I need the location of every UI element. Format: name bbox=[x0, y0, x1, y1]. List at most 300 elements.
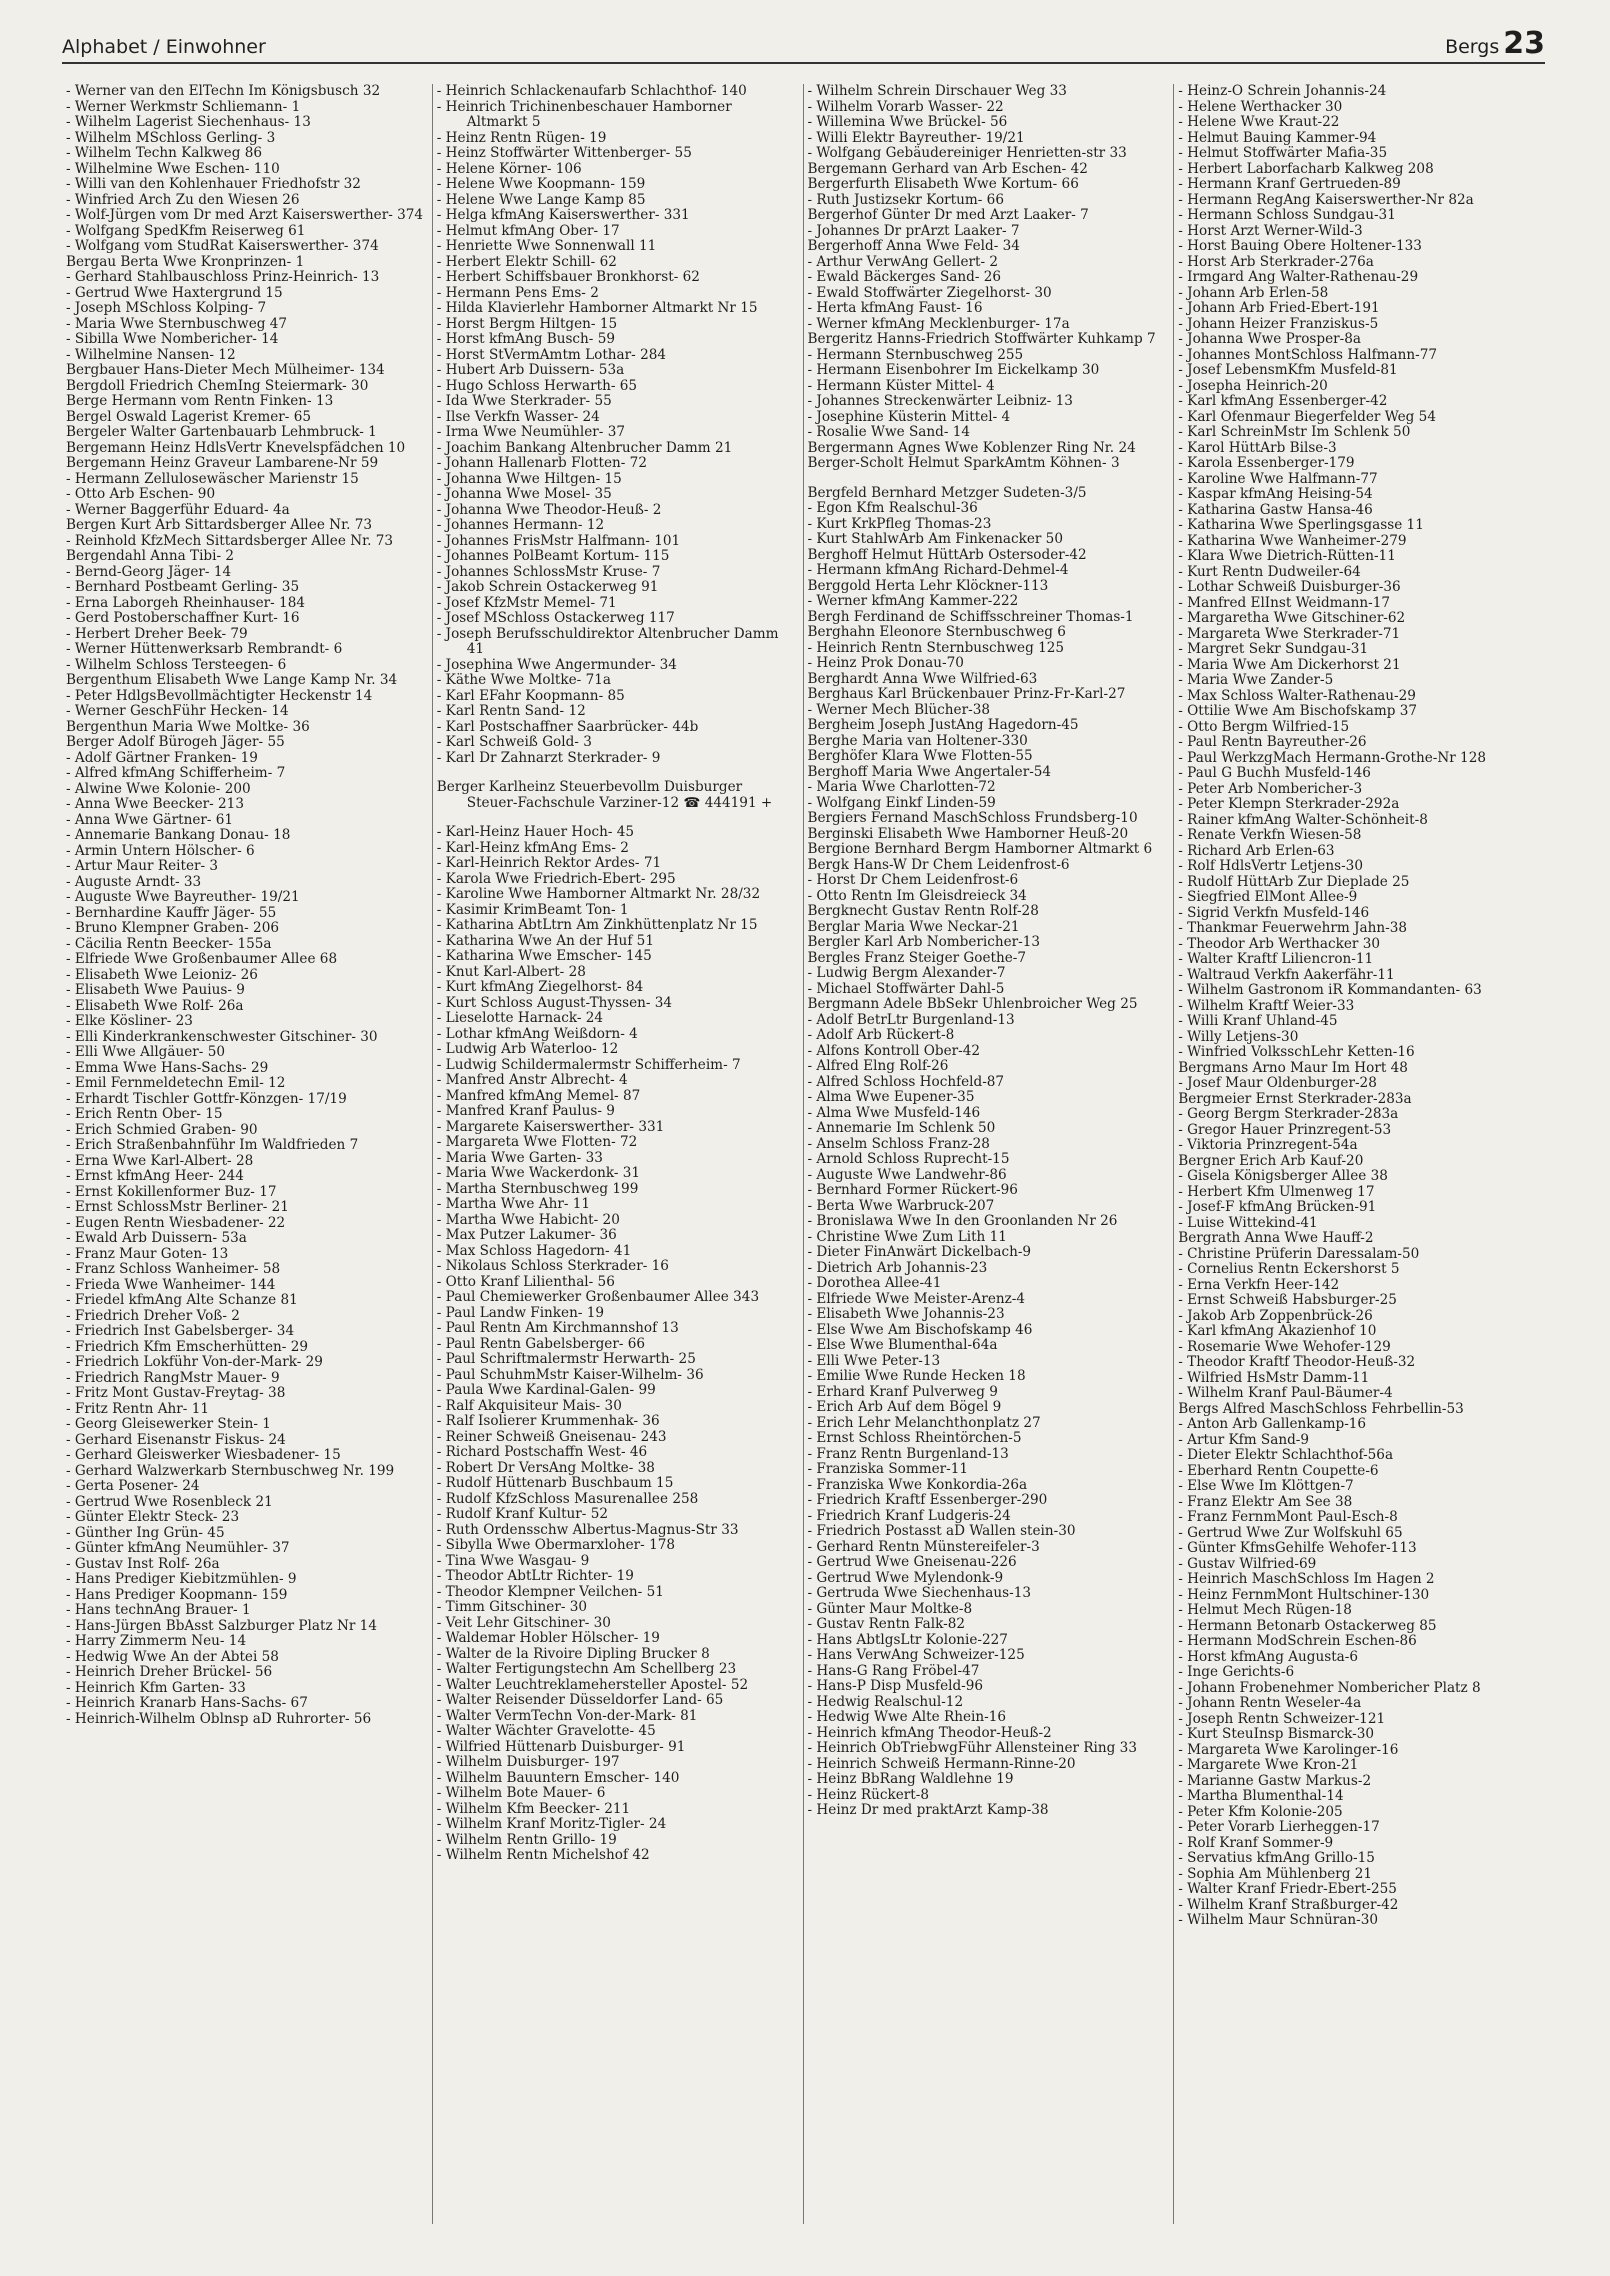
directory-entry: - Heinz Rentn Rügen- 19 bbox=[436, 129, 607, 146]
directory-entry: - Johannes SchlossMstr Kruse- 7 bbox=[436, 563, 661, 580]
directory-entry: - Alma Wwe Eupener-35 bbox=[807, 1089, 975, 1105]
directory-entry: - Tina Wwe Wasgau- 9 bbox=[436, 1552, 590, 1569]
running-head bbox=[1445, 26, 1545, 61]
directory-entry: - Waltraud Verkfn Aakerfähr-11 bbox=[1178, 966, 1395, 983]
directory-entry: Bergmann Adele BbSekr Uhlenbroicher Weg 25 bbox=[807, 996, 1138, 1012]
directory-entry: - Horst Arzt Werner-Wild-3 bbox=[1178, 222, 1363, 239]
directory-entry: - Annemarie Im Schlenk 50 bbox=[807, 1120, 996, 1136]
directory-entry: Berger-Scholt Helmut SparkAmtm Köhnen- 3 bbox=[807, 455, 1120, 471]
directory-entry: - Paul WerkzgMach Hermann-Grothe-Nr 128 bbox=[1178, 749, 1487, 766]
directory-entry: - Hedwig Wwe Alte Rhein-16 bbox=[807, 1709, 1007, 1725]
directory-entry: - Sibilla Wwe Nombericher- 14 bbox=[66, 331, 279, 347]
directory-entry: - Horst StVermAmtm Lothar- 284 bbox=[436, 346, 667, 363]
directory-entry: - Friedrich RangMstr Mauer- 9 bbox=[66, 1369, 280, 1386]
directory-entry: - Ewald Stoffwärter Ziegelhorst- 30 bbox=[807, 284, 1052, 301]
directory-entry: - Hans Prediger Koopmann- 159 bbox=[66, 1586, 288, 1603]
directory-entry: Bergles Franz Steiger Goethe-7 bbox=[807, 949, 1027, 966]
directory-entry: Berghoff Maria Wwe Angertaler-54 bbox=[807, 763, 1052, 780]
directory-entry: - Elli Kinderkrankenschwester Gitschiner- 30 bbox=[66, 1028, 378, 1045]
directory-entry: - Else Wwe Im Klöttgen-7 bbox=[1178, 1478, 1354, 1494]
directory-entry: - Maria Wwe Am Dickerhorst 21 bbox=[1178, 656, 1401, 673]
directory-entry: - Maria Wwe Garten- 33 bbox=[436, 1149, 603, 1166]
directory-entry: - Paul Landw Finken- 19 bbox=[436, 1304, 605, 1321]
directory-entry: - Ludwig Schildermalermstr Schifferheim- 7 bbox=[436, 1056, 741, 1073]
directory-entry: - Karl-Heinz Hauer Hoch- 45 bbox=[436, 824, 635, 840]
directory-entry: - Günter KfmsGehilfe Wehofer-113 bbox=[1178, 1540, 1417, 1556]
directory-entry: - Manfred kfmAng Memel- 87 bbox=[436, 1087, 641, 1104]
directory-entry: - Werner kfmAng Mecklenburger- 17a bbox=[807, 315, 1070, 332]
directory-entry: - Gerhard Eisenanstr Fiskus- 24 bbox=[66, 1431, 286, 1448]
directory-entry: - Gertruda Wwe Siechenhaus-13 bbox=[807, 1585, 1031, 1601]
directory-entry: - Gerd Postoberschaffner Kurt- 16 bbox=[66, 610, 300, 626]
directory-entry: - Heinrich-Wilhelm Oblnsp aD Ruhrorter- 56 bbox=[66, 1710, 372, 1727]
directory-entry: - Walter VermTechn Von-der-Mark- 81 bbox=[436, 1707, 698, 1724]
directory-entry: - Christine Prüferin Daressalam-50 bbox=[1178, 1245, 1420, 1262]
directory-entry: - Hans Prediger Kiebitzmühlen- 9 bbox=[66, 1571, 297, 1587]
directory-entry: - Paul SchuhmMstr Kaiser-Wilhelm- 36 bbox=[436, 1366, 704, 1383]
directory-entry: - Herbert Schiffsbauer Bronkhorst- 62 bbox=[436, 269, 700, 285]
directory-entry: - Franziska Sommer-11 bbox=[807, 1461, 969, 1477]
directory-entry: - Karl SchreinMstr Im Schlenk 50 bbox=[1178, 424, 1411, 440]
directory-entry: - Artur Kfm Sand-9 bbox=[1178, 1431, 1310, 1448]
directory-entry: - Wilhelm MSchloss Gerling- 3 bbox=[66, 129, 276, 146]
directory-entry: - Horst Bauing Obere Holtener-133 bbox=[1178, 238, 1422, 254]
directory-entry: - Joachim Bankang Altenbrucher Damm 21 bbox=[436, 439, 733, 456]
directory-entry: - Ernst Kokillenformer Buz- 17 bbox=[66, 1183, 277, 1200]
directory-entry: - Günter Maur Moltke-8 bbox=[807, 1600, 973, 1617]
directory-entry: - Kurt SteuInsp Bismarck-30 bbox=[1178, 1726, 1375, 1742]
directory-entry: - Cornelius Rentn Eckershorst 5 bbox=[1178, 1261, 1400, 1277]
directory-entry: - Heinz-O Schrein Johannis-24 bbox=[1178, 84, 1387, 99]
directory-entry: - Robert Dr VersAng Moltke- 38 bbox=[436, 1459, 655, 1476]
directory-entry: - Karola Essenberger-179 bbox=[1178, 455, 1355, 471]
directory-entry: - Rainer kfmAng Walter-Schönheit-8 bbox=[1178, 811, 1428, 828]
directory-entry: - Karoline Wwe Hamborner Altmarkt Nr. 28/32 bbox=[436, 886, 761, 902]
directory-entry: - Hermann Zellulosewäscher Marienstr 15 bbox=[66, 470, 359, 487]
directory-entry: - Werner kfmAng Kammer-222 bbox=[807, 593, 1019, 609]
directory-entry: - Irma Wwe Neumühler- 37 bbox=[436, 424, 626, 440]
directory-entry: - Wolf-Jürgen vom Dr med Arzt Kaiserswerther- 374 bbox=[66, 207, 424, 223]
directory-entry: - Timm Gitschiner- 30 bbox=[436, 1599, 588, 1615]
directory-entry: - Waldemar Hobler Hölscher- 19 bbox=[436, 1630, 660, 1646]
directory-entry: Bergerfurth Elisabeth Wwe Kortum- 66 bbox=[807, 176, 1079, 192]
directory-entry: - Auguste Wwe Bayreuther- 19/21 bbox=[66, 889, 300, 905]
directory-entry: - Willy Letjens-30 bbox=[1178, 1028, 1299, 1045]
directory-entry: - Paul Schriftmalermstr Herwarth- 25 bbox=[436, 1351, 696, 1367]
directory-entry: - Gertrud Wwe Mylendonk-9 bbox=[807, 1569, 1004, 1586]
directory-entry: - Katharina Gastw Hansa-46 bbox=[1178, 501, 1373, 518]
directory-entry: - Martha Wwe Habicht- 20 bbox=[436, 1211, 620, 1228]
directory-entry: - Johanna Wwe Theodor-Heuß- 2 bbox=[436, 501, 662, 518]
directory-entry: Berghe Maria van Holtener-330 bbox=[807, 732, 1028, 749]
directory-entry: - Else Wwe Blumenthal-64a bbox=[807, 1337, 998, 1353]
directory-entry: - Herbert Kfm Ulmenweg 17 bbox=[1178, 1183, 1375, 1200]
directory-entry: - Heinrich Kranarb Hans-Sachs- 67 bbox=[66, 1695, 308, 1711]
directory-entry: - Werner van den ElTechn Im Königsbusch 32 bbox=[66, 84, 381, 99]
directory-entry: - Heinrich kfmAng Theodor-Heuß-2 bbox=[807, 1724, 1052, 1741]
directory-entry: - Fritz Rentn Ahr- 11 bbox=[66, 1400, 209, 1417]
directory-entry: - Herbert Dreher Beek- 79 bbox=[66, 625, 248, 642]
directory-entry: - Rolf HdlsVertr Letjens-30 bbox=[1178, 858, 1363, 874]
directory-entry: - Karl EFahr Koopmann- 85 bbox=[436, 687, 625, 704]
directory-entry: Bergeritz Hanns-Friedrich Stoffwärter Kuhkamp 7 bbox=[807, 331, 1156, 347]
directory-entry: - Katharina Wwe Sperlingsgasse 11 bbox=[1178, 517, 1424, 533]
directory-entry: - Anna Wwe Beecker- 213 bbox=[66, 796, 244, 812]
directory-entry: - Harry Zimmerm Neu- 14 bbox=[66, 1633, 247, 1649]
directory-entry: - Rosemarie Wwe Wehofer-129 bbox=[1178, 1338, 1391, 1355]
directory-entry: - Emilie Wwe Runde Hecken 18 bbox=[807, 1368, 1026, 1384]
directory-entry: - Luise Wittekind-41 bbox=[1178, 1214, 1318, 1231]
directory-entry: - Gustav Inst Rolf- 26a bbox=[66, 1555, 220, 1572]
directory-entry: - Wilfried Hüttenarb Duisburger- 91 bbox=[436, 1738, 686, 1755]
directory-entry: - Artur Maur Reiter- 3 bbox=[66, 858, 219, 874]
directory-entry: Berglar Maria Wwe Neckar-21 bbox=[807, 918, 1020, 935]
directory-entry: - Georg Gleisewerker Stein- 1 bbox=[66, 1416, 271, 1432]
directory-entry: - Friedrich Kfm Emscherhütten- 29 bbox=[66, 1338, 309, 1355]
directory-entry: - Katharina Wwe An der Huf 51 bbox=[436, 932, 654, 949]
directory-entry: - Gerhard Rentn Münstereifeler-3 bbox=[807, 1538, 1040, 1555]
directory-entry: Bergk Hans-W Dr Chem Leidenfrost-6 bbox=[807, 856, 1070, 873]
directory-entry: - Johannes Dr prArzt Laaker- 7 bbox=[807, 222, 1020, 239]
directory-entry: - Dieter Elektr Schlachthof-56a bbox=[1178, 1447, 1394, 1463]
directory-entry: - Maria Wwe Zander-5 bbox=[1178, 672, 1334, 688]
directory-entry: - Herbert Laborfacharb Kalkweg 208 bbox=[1178, 160, 1434, 177]
directory-entry: Bergenthum Elisabeth Wwe Lange Kamp Nr. 34 bbox=[66, 672, 398, 688]
directory-entry: - Josephina Wwe Angermunder- 34 bbox=[436, 656, 677, 673]
directory-entry: - Ottilie Wwe Am Bischofskamp 37 bbox=[1178, 703, 1418, 719]
directory-entry: - Peter Klempn Sterkrader-292a bbox=[1178, 796, 1400, 812]
directory-entry: - Peter Arb Nombericher-3 bbox=[1178, 780, 1363, 797]
directory-entry: - Hubert Arb Duissern- 53a bbox=[436, 362, 625, 378]
directory-entry: - Eberhard Rentn Coupette-6 bbox=[1178, 1462, 1379, 1479]
directory-entry: - Manfred Anstr Albrecht- 4 bbox=[436, 1072, 628, 1088]
directory-entry: - Erhardt Tischler Gottfr-Könzgen- 17/19 bbox=[66, 1090, 347, 1107]
directory-entry: - Günther Ing Grün- 45 bbox=[66, 1524, 225, 1541]
directory-entry: Berghardt Anna Wwe Wilfried-63 bbox=[807, 670, 1038, 687]
page-number: 23 bbox=[1503, 26, 1545, 61]
directory-entry: - Gerhard Walzwerkarb Sternbuschweg Nr. 199 bbox=[66, 1462, 395, 1479]
directory-entry: - Richard Postschaffn West- 46 bbox=[436, 1444, 648, 1460]
directory-entry: - Rudolf Hüttenarb Buschbaum 15 bbox=[436, 1475, 674, 1491]
directory-entry: - Maria Wwe Charlotten-72 bbox=[807, 779, 996, 795]
directory-entry: - Wilhelm Rentn Grillo- 19 bbox=[436, 1831, 617, 1848]
directory-entry: - Arnold Schloss Ruprecht-15 bbox=[807, 1151, 1010, 1167]
directory-entry: Berghaus Karl Brückenbauer Prinz-Fr-Karl-27 bbox=[807, 686, 1126, 702]
directory-entry: - Ludwig Bergm Alexander-7 bbox=[807, 965, 1006, 981]
directory-entry: - Werner Mech Blücher-38 bbox=[807, 701, 990, 718]
directory-entry: - Johanna Wwe Prosper-8a bbox=[1178, 331, 1361, 347]
directory-entry: - Karl-Heinz kfmAng Ems- 2 bbox=[436, 839, 629, 856]
directory-entry: - Wilhelm Rentn Michelshof 42 bbox=[436, 1847, 650, 1863]
directory-entry: - Siegfried ElMont Allee-9 bbox=[1178, 889, 1358, 905]
directory-entry: - Hans VerwAng Schweizer-125 bbox=[807, 1647, 1025, 1663]
directory-entry: - Franz FernmMont Paul-Esch-8 bbox=[1178, 1509, 1398, 1525]
directory-entry: - Hilda Klavierlehr Hamborner Altmarkt Nr 15 bbox=[436, 300, 758, 316]
directory-entry: - Manfred ElInst Weidmann-17 bbox=[1178, 594, 1391, 611]
directory-entry: - Heinrich Schlackenaufarb Schlachthof- 140 bbox=[436, 84, 747, 99]
directory-entry: - Otto Rentn Im Gleisdreieck 34 bbox=[807, 887, 1027, 904]
directory-entry: - Kurt Schloss August-Thyssen- 34 bbox=[436, 994, 673, 1011]
directory-entry: - Marianne Gastw Markus-2 bbox=[1178, 1772, 1372, 1789]
directory-entry: - Dieter FinAnwärt Dickelbach-9 bbox=[807, 1244, 1032, 1260]
directory-entry: - Hermann Sternbuschweg 255 bbox=[807, 346, 1024, 363]
directory-entry: - Adolf BetrLtr Burgenland-13 bbox=[807, 1011, 1015, 1028]
directory-entry: - Max Schloss Walter-Rathenau-29 bbox=[1178, 687, 1416, 704]
directory-entry: - Willi Kranf Uhland-45 bbox=[1178, 1013, 1338, 1029]
directory-entry: - Wilhelm Techn Kalkweg 86 bbox=[66, 145, 263, 161]
directory-entry: - Veit Lehr Gitschiner- 30 bbox=[436, 1614, 611, 1631]
directory-entry: - Helene Wwe Koopmann- 159 bbox=[436, 176, 646, 192]
directory-entry: - Kurt KrkPfleg Thomas-23 bbox=[807, 515, 992, 532]
directory-entry: - Max Putzer Lakumer- 36 bbox=[436, 1227, 617, 1243]
directory-entry: - Johann Heizer Franziskus-5 bbox=[1178, 315, 1379, 332]
directory-entry: - Helene Wwe Lange Kamp 85 bbox=[436, 191, 646, 208]
directory-entry: Bergheim Joseph JustAng Hagedorn-45 bbox=[807, 717, 1079, 733]
directory-entry: - Johanna Wwe Mosel- 35 bbox=[436, 486, 612, 502]
directory-entry: - Horst Dr Chem Leidenfrost-6 bbox=[807, 872, 1019, 888]
directory-entry: - Horst Bergm Hiltgen- 15 bbox=[436, 315, 618, 332]
directory-entry: - Maria Wwe Sternbuschweg 47 bbox=[66, 315, 288, 332]
directory-entry: - Theodor AbtLtr Richter- 19 bbox=[436, 1568, 634, 1584]
directory-entry: Bergrath Anna Wwe Hauff-2 bbox=[1178, 1230, 1374, 1246]
directory-entry: - Heinrich Dreher Brückel- 56 bbox=[66, 1664, 273, 1680]
directory-entry: Bergs Alfred MaschSchloss Fehrbellin-53 bbox=[1178, 1400, 1464, 1417]
directory-entry: - Heinrich Kfm Garten- 33 bbox=[66, 1679, 246, 1696]
directory-entry: - Friedrich Lokführ Von-der-Mark- 29 bbox=[66, 1354, 323, 1370]
directory-entry: - Sophia Am Mühlenberg 21 bbox=[1178, 1865, 1373, 1882]
directory-entry: - Hermann Pens Ems- 2 bbox=[436, 284, 599, 301]
directory-entry: - Hermann Eisenbohrer Im Eickelkamp 30 bbox=[807, 362, 1100, 378]
directory-entry: Bergendahl Anna Tibi- 2 bbox=[66, 548, 235, 564]
directory-entry: - Wilhelmine Wwe Eschen- 110 bbox=[66, 160, 280, 177]
directory-entry: - Manfred Kranf Paulus- 9 bbox=[436, 1103, 615, 1119]
directory-entry: - Elisabeth Wwe Rolf- 26a bbox=[66, 997, 244, 1014]
directory-entry: Berghoff Helmut HüttArb Ostersoder-42 bbox=[807, 546, 1087, 563]
directory-entry: - Werner Hüttenwerksarb Rembrandt- 6 bbox=[66, 641, 343, 657]
directory-entry: - Berta Wwe Warbruck-207 bbox=[807, 1197, 995, 1214]
directory-entry: - Johannes Streckenwärter Leibniz- 13 bbox=[807, 393, 1073, 409]
directory-entry: - Hermann ModSchrein Eschen-86 bbox=[1178, 1633, 1417, 1649]
directory-entry: - Rudolf Kranf Kultur- 52 bbox=[436, 1506, 608, 1522]
directory-entry: Bergen Kurt Arb Sittardsberger Allee Nr. 73 bbox=[66, 517, 373, 533]
directory-entry: - Horst kfmAng Busch- 59 bbox=[436, 331, 616, 347]
directory-entry: - Hermann Schloss Sundgau-31 bbox=[1178, 207, 1396, 223]
directory-entry: - Karl Rentn Sand- 12 bbox=[436, 703, 586, 719]
directory-entry: - Jakob Schrein Ostackerweg 91 bbox=[436, 579, 659, 595]
directory-entry: - Friedrich Kraftf Essenberger-290 bbox=[807, 1492, 1048, 1508]
directory-entry: - Gerta Posener- 24 bbox=[66, 1478, 200, 1494]
directory-entry: - Auguste Arndt- 33 bbox=[66, 873, 202, 890]
directory-entry: - Rolf Kranf Sommer-9 bbox=[1178, 1834, 1334, 1851]
directory-entry: - Cäcilia Rentn Beecker- 155a bbox=[66, 935, 272, 952]
directory-entry: - Gustav Wilfried-69 bbox=[1178, 1555, 1317, 1572]
directory-entry: - Elisabeth Wwe Pauius- 9 bbox=[66, 982, 245, 998]
directory-entry: Bergemann Gerhard van Arb Eschen- 42 bbox=[807, 160, 1088, 177]
directory-entry: - Franz Schloss Wanheimer- 58 bbox=[66, 1261, 281, 1277]
directory-entry: - Wolfgang Einkf Linden-59 bbox=[807, 794, 996, 811]
column-1 bbox=[62, 84, 433, 2224]
directory-entry: - Heinrich Trichinenbeschauer Hamborner Altmarkt 5 bbox=[436, 98, 732, 130]
directory-entry: - Sigrid Verkfn Musfeld-146 bbox=[1178, 904, 1370, 921]
directory-entry: - Margareta Wwe Flotten- 72 bbox=[436, 1134, 638, 1150]
directory-entry: - Walter Fertigungstechn Am Schellberg 23 bbox=[436, 1661, 737, 1677]
directory-entry: - Arthur VerwAng Gellert- 2 bbox=[807, 253, 999, 270]
directory-entry: - Johannes FrisMstr Halfmann- 101 bbox=[436, 532, 681, 549]
directory-entry: - Ernst kfmAng Heer- 244 bbox=[66, 1168, 244, 1184]
directory-entry: - Hans-P Disp Musfeld-96 bbox=[807, 1678, 984, 1694]
directory-entry: - Bronislawa Wwe In den Groonlanden Nr 26 bbox=[807, 1213, 1118, 1229]
directory-entry: - Johann Rentn Weseler-4a bbox=[1178, 1695, 1362, 1711]
directory-entry: - Werner GeschFühr Hecken- 14 bbox=[66, 703, 289, 719]
directory-entry: - Gertrud Wwe Rosenbleck 21 bbox=[66, 1493, 273, 1510]
directory-entry: - Karl Ofenmaur Biegerfelder Weg 54 bbox=[1178, 408, 1436, 425]
directory-entry: - Kaspar kfmAng Heising-54 bbox=[1178, 486, 1373, 502]
directory-entry: Bergeler Walter Gartenbauarb Lehmbruck- 1 bbox=[66, 424, 377, 440]
running-head-name: Bergs bbox=[1445, 36, 1500, 58]
directory-entry: - Karl Dr Zahnarzt Sterkrader- 9 bbox=[436, 749, 661, 766]
directory-entry: - Helmut Bauing Kammer-94 bbox=[1178, 129, 1377, 146]
directory-entry: - Hermann Betonarb Ostackerweg 85 bbox=[1178, 1617, 1437, 1634]
directory-entry: - Heinrich ObTriebwgFühr Allensteiner Ring 33 bbox=[807, 1740, 1137, 1756]
directory-entry: - Karl kfmAng Akazienhof 10 bbox=[1178, 1323, 1377, 1339]
directory-entry: - Ilse Verkfn Wasser- 24 bbox=[436, 408, 600, 425]
directory-entry: - Hans-G Rang Fröbel-47 bbox=[807, 1662, 980, 1679]
directory-entry: - Reiner Schweiß Gneisenau- 243 bbox=[436, 1428, 667, 1445]
directory-columns bbox=[62, 84, 1545, 2224]
directory-entry: - Walter Kranf Friedr-Ebert-255 bbox=[1178, 1881, 1397, 1897]
directory-entry: Berger Karlheinz Steuerbevollm Duisburger Steuer-Fachschule Varziner-12 ☎ 444191 + bbox=[436, 779, 773, 811]
directory-entry: - Elisabeth Wwe Johannis-23 bbox=[807, 1306, 1005, 1322]
column-3 bbox=[804, 84, 1175, 2224]
directory-entry: - Max Schloss Hagedorn- 41 bbox=[436, 1242, 632, 1259]
directory-entry: - Elli Wwe Peter-13 bbox=[807, 1352, 941, 1369]
directory-entry: - Erich Schmied Graben- 90 bbox=[66, 1121, 258, 1138]
directory-entry: - Horst kfmAng Augusta-6 bbox=[1178, 1648, 1359, 1665]
column-4 bbox=[1174, 84, 1545, 2224]
directory-entry: - Servatius kfmAng Grillo-15 bbox=[1178, 1850, 1375, 1866]
directory-entry: - Ralf Isolierer Krummenhak- 36 bbox=[436, 1413, 660, 1429]
directory-entry: - Josef-F kfmAng Brücken-91 bbox=[1178, 1199, 1377, 1215]
directory-entry: - Hermann Küster Mittel- 4 bbox=[807, 377, 995, 394]
directory-entry: - Wilhelm Schloss Tersteegen- 6 bbox=[66, 656, 287, 673]
directory-entry: - Wilhelm Lagerist Siechenhaus- 13 bbox=[66, 114, 311, 130]
directory-entry: - Johann Hallenarb Flotten- 72 bbox=[436, 455, 647, 471]
directory-entry: - Katharina Wwe Emscher- 145 bbox=[436, 948, 652, 964]
directory-entry: - Wilhelm Kranf Straßburger-42 bbox=[1178, 1896, 1399, 1913]
section-title: Alphabet / Einwohner bbox=[62, 36, 266, 58]
directory-entry: Bergbauer Hans-Dieter Mech Mülheimer- 134 bbox=[66, 362, 385, 378]
directory-entry: - Else Wwe Am Bischofskamp 46 bbox=[807, 1321, 1033, 1338]
directory-entry: - Hermann kfmAng Richard-Dehmel-4 bbox=[807, 562, 1069, 578]
directory-entry: - Katharina AbtLtrn Am Zinkhüttenplatz Nr 15 bbox=[436, 917, 758, 933]
directory-entry: Bergenthun Maria Wwe Moltke- 36 bbox=[66, 718, 310, 735]
directory-entry: - Hans AbtlgsLtr Kolonie-227 bbox=[807, 1631, 1008, 1648]
directory-entry: - Bernd-Georg Jäger- 14 bbox=[66, 563, 232, 580]
directory-entry: - Peter Kfm Kolonie-205 bbox=[1178, 1803, 1343, 1820]
page-header bbox=[62, 28, 1545, 64]
directory-entry: Bergemann Heinz Graveur Lambarene-Nr 59 bbox=[66, 455, 379, 471]
directory-entry: - Walter Wächter Gravelotte- 45 bbox=[436, 1723, 656, 1739]
directory-entry: - Bernhardine Kauffr Jäger- 55 bbox=[66, 904, 277, 921]
directory-entry: - Johann Arb Fried-Ebert-191 bbox=[1178, 300, 1380, 316]
directory-entry: - Adolf Arb Rückert-8 bbox=[807, 1027, 955, 1043]
directory-entry: - Franz Elektr Am See 38 bbox=[1178, 1493, 1353, 1510]
directory-entry: - Wilhelm Bauuntern Emscher- 140 bbox=[436, 1769, 680, 1786]
directory-entry: - Wilhelm Kraftf Weier-33 bbox=[1178, 997, 1355, 1014]
directory-entry: - Karl-Heinrich Rektor Ardes- 71 bbox=[436, 855, 662, 871]
directory-entry: - Richard Arb Erlen-63 bbox=[1178, 842, 1335, 859]
directory-entry: - Armin Untern Hölscher- 6 bbox=[66, 842, 255, 859]
directory-entry: - Gertrud Wwe Zur Wolfskuhl 65 bbox=[1178, 1524, 1403, 1541]
directory-entry: - Josephine Küsterin Mittel- 4 bbox=[807, 408, 1011, 425]
directory-entry: - Walter Reisender Düsseldorfer Land- 65 bbox=[436, 1692, 724, 1708]
directory-entry: Bergmeier Ernst Sterkrader-283a bbox=[1178, 1090, 1412, 1107]
directory-entry: - Wilhelm Maur Schnüran-30 bbox=[1178, 1912, 1378, 1928]
directory-entry: Berge Hermann vom Rentn Finken- 13 bbox=[66, 393, 334, 409]
directory-entry: - Josef Maur Oldenburger-28 bbox=[1178, 1075, 1377, 1091]
directory-entry: - Willemina Wwe Brückel- 56 bbox=[807, 114, 1008, 130]
directory-entry: - Wilhelm Duisburger- 197 bbox=[436, 1754, 620, 1770]
directory-entry: - Wilhelm Vorarb Wasser- 22 bbox=[807, 98, 1004, 115]
directory-entry: - Werner Werkmstr Schliemann- 1 bbox=[66, 98, 301, 115]
directory-entry: - Friedrich Dreher Voß- 2 bbox=[66, 1307, 240, 1324]
directory-entry: - Gertrud Wwe Gneisenau-226 bbox=[807, 1554, 1017, 1570]
directory-entry: Bergler Karl Arb Nombericher-13 bbox=[807, 934, 1041, 950]
directory-entry: Bergner Erich Arb Kauf-20 bbox=[1178, 1152, 1364, 1169]
directory-entry: - Hugo Schloss Herwarth- 65 bbox=[436, 377, 638, 394]
directory-entry: - Winfried Arch Zu den Wiesen 26 bbox=[66, 191, 300, 208]
directory-entry: - Friedel kfmAng Alte Schanze 81 bbox=[66, 1292, 298, 1308]
directory-entry: - Heinz Rückert-8 bbox=[807, 1786, 929, 1803]
directory-entry: - Friedrich Inst Gabelsberger- 34 bbox=[66, 1323, 295, 1339]
directory-entry: - Lieselotte Harnack- 24 bbox=[436, 1010, 604, 1026]
directory-entry: - Käthe Wwe Moltke- 71a bbox=[436, 672, 611, 688]
directory-entry: - Alfred Elng Rolf-26 bbox=[807, 1058, 949, 1074]
directory-entry: - Otto Arb Eschen- 90 bbox=[66, 486, 216, 502]
directory-entry: - Emil Fernmeldetechn Emil- 12 bbox=[66, 1075, 286, 1091]
directory-entry: - Erna Laborgeh Rheinhauser- 184 bbox=[66, 594, 305, 611]
directory-entry: - Sibylla Wwe Obermarxloher- 178 bbox=[436, 1537, 676, 1553]
directory-entry: - Paul G Buchh Musfeld-146 bbox=[1178, 765, 1371, 781]
directory-entry: - Thankmar Feuerwehrm Jahn-38 bbox=[1178, 920, 1408, 936]
directory-entry: - Otto Kranf Lilienthal- 56 bbox=[436, 1273, 615, 1290]
directory-entry: - Wolfgang vom StudRat Kaiserswerther- 374 bbox=[66, 238, 379, 254]
directory-entry: - Margarete Wwe Kron-21 bbox=[1178, 1757, 1359, 1773]
directory-entry: - Winfried VolksschLehr Ketten-16 bbox=[1178, 1044, 1415, 1060]
directory-entry: - Helene Werthacker 30 bbox=[1178, 98, 1343, 115]
directory-entry: - Heinrich Schweiß Hermann-Rinne-20 bbox=[807, 1755, 1076, 1772]
directory-entry: - Paul Rentn Gabelsberger- 66 bbox=[436, 1335, 646, 1352]
directory-entry: - Theodor Kraftf Theodor-Heuß-32 bbox=[1178, 1354, 1416, 1370]
directory-entry: - Paul Rentn Bayreuther-26 bbox=[1178, 734, 1367, 750]
directory-entry: Bergau Berta Wwe Kronprinzen- 1 bbox=[66, 253, 305, 270]
directory-entry: - Walter Kraftf Liliencron-11 bbox=[1178, 951, 1374, 967]
directory-entry: - Horst Arb Sterkrader-276a bbox=[1178, 253, 1374, 270]
directory-entry: - Gertrud Wwe Haxtergrund 15 bbox=[66, 284, 283, 301]
directory-entry: - Joseph Rentn Schweizer-121 bbox=[1178, 1710, 1386, 1727]
directory-entry: - Christine Wwe Zum Lith 11 bbox=[807, 1228, 1007, 1245]
directory-entry: - Franz Rentn Burgenland-13 bbox=[807, 1445, 1009, 1462]
directory-entry: Bergknecht Gustav Rentn Rolf-28 bbox=[807, 903, 1039, 919]
directory-entry: - Margaretha Wwe Gitschiner-62 bbox=[1178, 610, 1406, 626]
directory-entry: - Dietrich Arb Johannis-23 bbox=[807, 1259, 988, 1276]
directory-entry: Bergione Bernhard Bergm Hamborner Altmarkt 6 bbox=[807, 841, 1153, 857]
directory-entry: - Peter Vorarb Lierheggen-17 bbox=[1178, 1819, 1380, 1835]
directory-entry: - Friedrich Postasst aD Wallen stein-30 bbox=[807, 1523, 1076, 1539]
directory-entry: - Bruno Klempner Graben- 206 bbox=[66, 920, 279, 936]
directory-entry: - Egon Kfm Realschul-36 bbox=[807, 500, 978, 516]
directory-entry: - Helmut Stoffwärter Mafia-35 bbox=[1178, 145, 1388, 161]
